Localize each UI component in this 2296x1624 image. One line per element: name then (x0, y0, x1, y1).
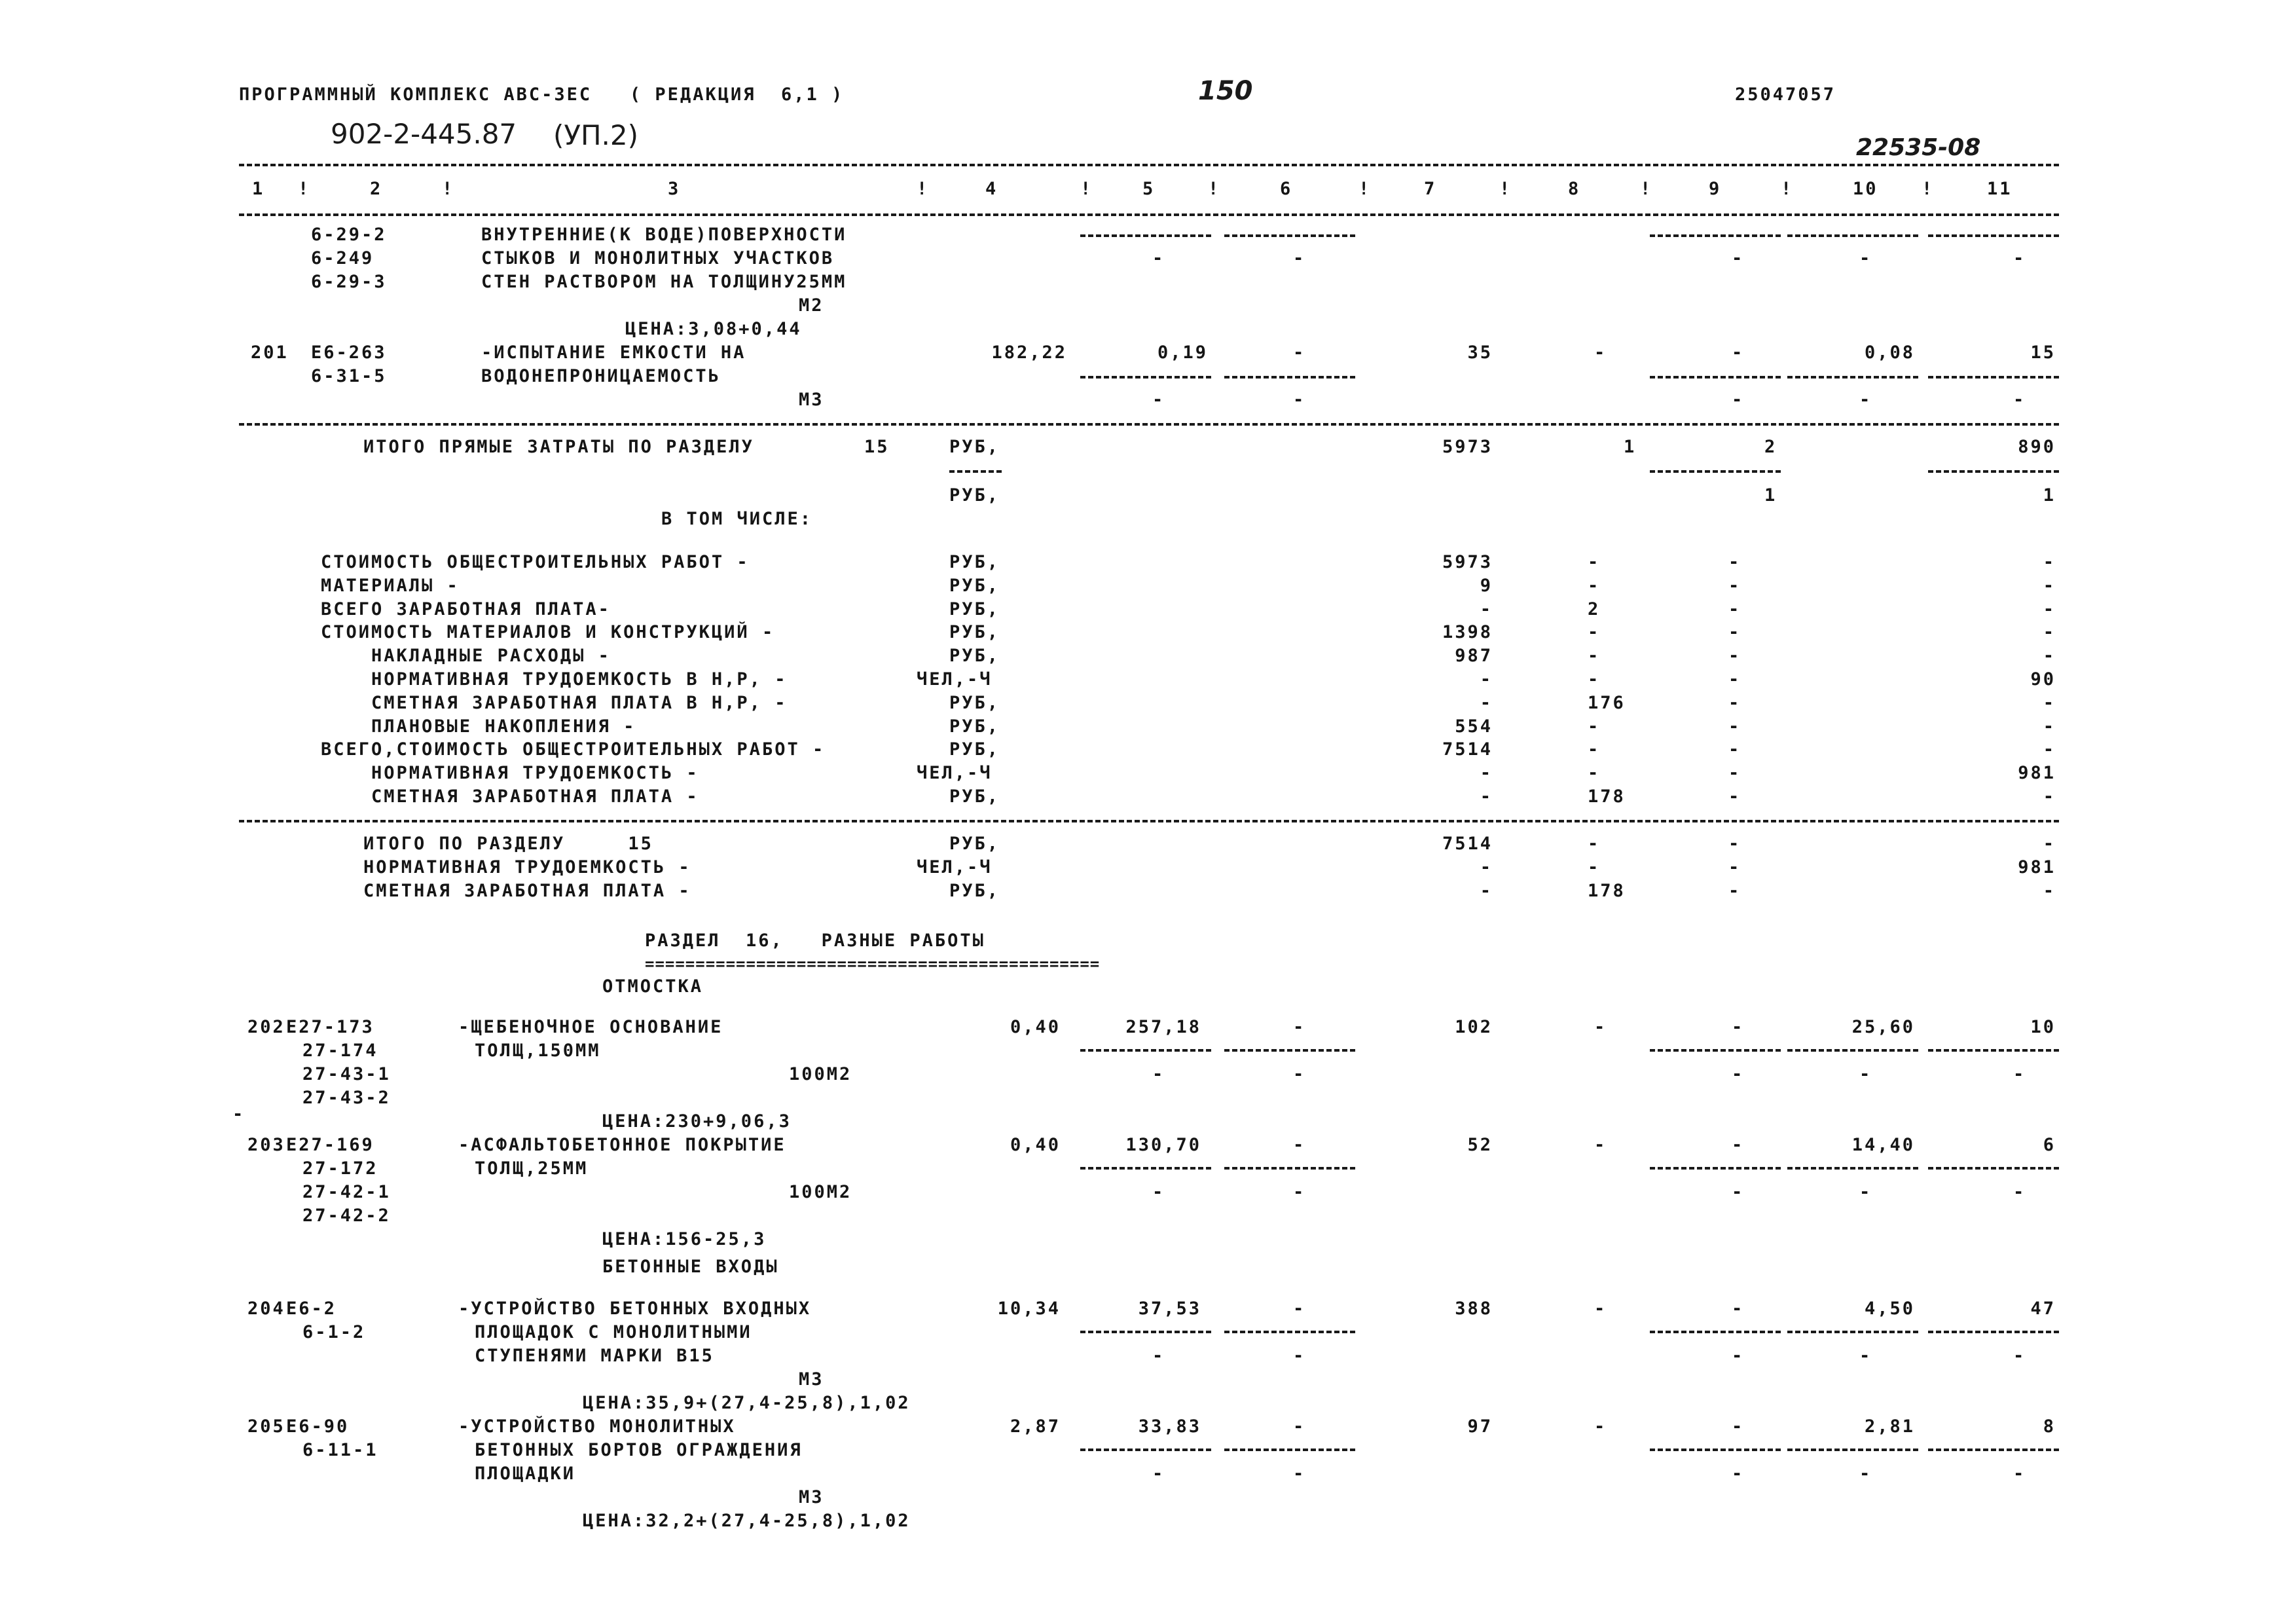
cell-c9: - (1732, 1416, 1745, 1437)
breakdown-label: ПЛАНОВЫЕ НАКОПЛЕНИЯ - (321, 716, 636, 737)
cell-c5: 130,70 (1125, 1135, 1201, 1155)
cell-c7: 97 (1467, 1416, 1493, 1437)
row-unit: М3 (799, 1369, 824, 1390)
cell-c9: - (1728, 692, 1741, 713)
cell-c10: 25,60 (1851, 1017, 1915, 1037)
cell-c8: - (1594, 1416, 1607, 1437)
sub-rule (1928, 470, 2059, 473)
row-unit: 100М2 (789, 1064, 852, 1084)
cell-c7: - (1480, 669, 1493, 690)
sub-rule (1224, 1167, 1355, 1170)
breakdown-unit: РУБ, (949, 646, 1000, 667)
cell-c11: - (2043, 739, 2056, 760)
cell-c9: - (1728, 622, 1741, 643)
dash-mark: - (1859, 1464, 1872, 1484)
cell-c11: - (2043, 881, 2056, 901)
cell-c4: 0,40 (1010, 1135, 1061, 1155)
row-desc: -УСТРОЙСТВО МОНОЛИТНЫХ (458, 1416, 736, 1437)
dash-mark: - (2013, 248, 2024, 268)
cell-c9: - (1728, 834, 1741, 854)
cell-c9: - (1728, 552, 1741, 572)
cell-c6: - (1293, 342, 1306, 363)
row-desc: СТЫКОВ И МОНОЛИТНЫХ УЧАСТКОВ (481, 248, 835, 268)
breakdown-label: СМЕТНАЯ ЗАРАБОТНАЯ ПЛАТА В Н,Р, - (321, 692, 788, 713)
row-price: ЦЕНА:230+9,06,3 (602, 1111, 792, 1132)
col-header-3: 3 (668, 179, 681, 199)
breakdown-unit: РУБ, (949, 786, 1000, 807)
album-number: (УП.2) (553, 119, 639, 151)
sub-rule (1787, 376, 1918, 378)
dash-mark: - (2013, 1464, 2026, 1484)
dash-mark: - (1152, 390, 1163, 410)
breakdown-label: НОРМАТИВНАЯ ТРУДОЕМКОСТЬ В Н,Р, - (321, 669, 788, 690)
dash-mark: - (1293, 1346, 1306, 1366)
cell-c7: 102 (1455, 1017, 1493, 1037)
row-desc: ВНУТРЕННИЕ(К ВОДЕ)ПОВЕРХНОСТИ (481, 225, 847, 245)
col-header-6: 6 (1280, 179, 1293, 199)
cell-c8: 176 (1588, 692, 1626, 713)
cell-c7: 7514 (1442, 834, 1493, 854)
dash-mark: - (1152, 248, 1163, 268)
cell-c5: 37,53 (1138, 1299, 1201, 1319)
cell-c7: 35 (1467, 342, 1493, 363)
cell-c9: - (1728, 716, 1741, 737)
col-sep: ! (1208, 179, 1221, 199)
cell-c4: 0,40 (1010, 1017, 1061, 1037)
cell-c8: - (1588, 763, 1601, 784)
col-sep: ! (1499, 179, 1512, 199)
dash-mark: - (1293, 390, 1304, 410)
row-desc: -АСФАЛЬТОБЕТОННОЕ ПОКРЫТИЕ (458, 1135, 786, 1155)
cell-c11: 15 (2030, 342, 2056, 363)
cell-c11: 6 (2043, 1135, 2056, 1155)
sub-rule (1787, 234, 1918, 237)
row-code: 27-43-2 (302, 1088, 391, 1108)
sub-rule (1650, 1167, 1781, 1170)
summary-unit: ЧЕЛ,-Ч (917, 857, 993, 877)
cell-c7: - (1480, 763, 1493, 784)
section-rule (239, 423, 2059, 426)
row-desc: -УСТРОЙСТВО БЕТОННЫХ ВХОДНЫХ (458, 1299, 812, 1319)
cell-c8: - (1588, 646, 1601, 667)
sub-rule (1928, 1331, 2059, 1333)
dash-mark: - (1732, 1346, 1745, 1366)
cell-c10: 4,50 (1864, 1299, 1915, 1319)
dash-mark: - (1859, 1182, 1872, 1202)
cell-c5: 0,19 (1157, 342, 1208, 363)
cell-c8: - (1588, 739, 1601, 760)
cell-c11: - (2043, 692, 2056, 713)
cell-c7: 9 (1480, 575, 1493, 596)
cell-c4: 2,87 (1010, 1416, 1061, 1437)
cell-c8: - (1588, 622, 1601, 643)
dash-mark: - (1152, 1182, 1165, 1202)
row-desc: СТУПЕНЯМИ МАРКИ В15 (475, 1346, 714, 1366)
row-unit: 100М2 (789, 1182, 852, 1202)
cell-c9: - (1732, 1299, 1745, 1319)
cell-c9: 2 (1764, 437, 1777, 457)
breakdown-unit: РУБ, (949, 716, 1000, 737)
handwritten-code: 22535-08 (1856, 134, 1981, 161)
sub-rule (1224, 1049, 1355, 1052)
cell-c7: 987 (1455, 646, 1493, 667)
col-header-5: 5 (1142, 179, 1156, 199)
dash-mark: - (1293, 1182, 1306, 1202)
cell-c8: - (1588, 834, 1601, 854)
row-code: 6-29-2 (311, 225, 387, 245)
cell-c9: - (1728, 857, 1741, 877)
sub-rule (1928, 1049, 2059, 1052)
row-number: 201 (251, 342, 289, 363)
sub-rule (1224, 234, 1355, 237)
cell-c7: 5973 (1442, 437, 1493, 457)
cell-c7: 52 (1467, 1135, 1493, 1155)
cell-c9: - (1728, 599, 1741, 619)
cell-c9: - (1732, 342, 1745, 363)
breakdown-unit: РУБ, (949, 599, 1000, 619)
dash-mark: - (1859, 1346, 1872, 1366)
cell-c9: - (1728, 786, 1741, 807)
cell-c11: 890 (2018, 437, 2056, 457)
summary-unit: РУБ, (949, 834, 1000, 854)
sub-rule (1787, 1449, 1918, 1451)
cell-c4: 10,34 (997, 1299, 1061, 1319)
sub-rule (1787, 1049, 1918, 1052)
breakdown-label: СМЕТНАЯ ЗАРАБОТНАЯ ПЛАТА - (321, 786, 699, 807)
cell-c7: 1398 (1442, 622, 1493, 643)
dash-mark: - (1152, 1064, 1165, 1084)
section-total-number: 15 (864, 437, 890, 457)
sub-rule (1080, 1049, 1211, 1052)
row-code: 27-42-1 (302, 1182, 391, 1202)
sub-rule (1650, 1049, 1781, 1052)
cell-c8: - (1594, 342, 1607, 363)
sub-rule (1224, 1449, 1355, 1451)
row-desc: ТОЛЩ,150ММ (475, 1041, 601, 1061)
row-desc: ВОДОНЕПРОНИЦАЕМОСТЬ (481, 366, 721, 386)
cell-c8: 2 (1588, 599, 1601, 619)
sub-rule (1650, 234, 1781, 237)
cell-c11: - (2043, 575, 2056, 596)
cell-c9: - (1728, 763, 1741, 784)
dash-mark: - (1732, 1182, 1745, 1202)
sub-rule (1928, 1167, 2059, 1170)
sub-rule (1928, 1449, 2059, 1451)
sub-rule (1224, 1331, 1355, 1333)
dash-mark: - (1293, 1464, 1306, 1484)
cell-c8: - (1594, 1017, 1607, 1037)
row-price: ЦЕНА:32,2+(27,4-25,8),1,02 (583, 1511, 911, 1531)
cell-c6: - (1293, 1135, 1306, 1155)
summary-label: СМЕТНАЯ ЗАРАБОТНАЯ ПЛАТА - (363, 881, 691, 901)
breakdown-label: МАТЕРИАЛЫ - (321, 575, 460, 596)
cell-c7: - (1480, 599, 1493, 619)
breakdown-unit: РУБ, (949, 575, 1000, 596)
section-total-label: ИТОГО ПРЯМЫЕ ЗАТРАТЫ ПО РАЗДЕЛУ (363, 437, 754, 457)
sub-rule (1080, 234, 1211, 237)
cell-c7: 554 (1455, 716, 1493, 737)
row-unit: М2 (799, 295, 824, 316)
cell-c10: 2,81 (1864, 1416, 1915, 1437)
col-header-11: 11 (1987, 179, 2013, 199)
stray-mark: - (232, 1104, 246, 1124)
dash-mark: - (2013, 1182, 2026, 1202)
row-desc: ПЛОЩАДКИ (475, 1464, 576, 1484)
row-code: Е27-173 (286, 1017, 374, 1037)
cell-c8: - (1594, 1135, 1607, 1155)
col-sep: ! (1640, 179, 1653, 199)
col-sep: ! (298, 179, 311, 199)
cell-c8: 1 (1624, 437, 1637, 457)
dash-mark: - (1732, 1064, 1745, 1084)
sub-rule (1080, 1449, 1211, 1451)
dash-mark: - (1152, 1346, 1165, 1366)
row-desc: БЕТОННЫХ БОРТОВ ОГРАЖДЕНИЯ (475, 1440, 803, 1460)
cell-c7: - (1480, 881, 1493, 901)
cell-c9: - (1728, 646, 1741, 667)
breakdown-unit: ЧЕЛ,-Ч (917, 763, 993, 784)
cell-c11: - (2043, 646, 2056, 667)
cell-c7: - (1480, 786, 1493, 807)
col-header-8: 8 (1568, 179, 1581, 199)
cell-c5: 33,83 (1138, 1416, 1201, 1437)
cell-c7: - (1480, 692, 1493, 713)
row-code: 27-42-2 (302, 1206, 391, 1226)
cell-c5: 257,18 (1125, 1017, 1201, 1037)
sub-rule (1787, 1331, 1918, 1333)
sub-rule (1080, 1331, 1211, 1333)
row-code: 6-1-2 (302, 1322, 366, 1342)
row-code: 6-249 (311, 248, 374, 268)
col-header-4: 4 (985, 179, 998, 199)
cell-c8: - (1588, 552, 1601, 572)
dash-mark: - (1732, 390, 1743, 410)
section-underline: ============================================= (645, 955, 1101, 973)
col-sep: ! (1358, 179, 1372, 199)
cell-c9: - (1728, 881, 1741, 901)
row-desc: -ИСПЫТАНИЕ ЕМКОСТИ НА (481, 342, 746, 363)
cell-c6: - (1293, 1416, 1306, 1437)
sub-rule (1650, 1331, 1781, 1333)
dash-mark: - (1732, 248, 1743, 268)
col-sep: ! (442, 179, 455, 199)
row-unit: М3 (799, 390, 824, 410)
row-number: 204 (247, 1299, 285, 1319)
including-label: В ТОМ ЧИСЛЕ: (661, 509, 813, 529)
col-header-2: 2 (370, 179, 383, 199)
col-sep: ! (1080, 179, 1093, 199)
breakdown-label: НОРМАТИВНАЯ ТРУДОЕМКОСТЬ - (321, 763, 699, 784)
summary-unit: РУБ, (949, 881, 1000, 901)
row-desc: -ЩЕБЕНОЧНОЕ ОСНОВАНИЕ (458, 1017, 723, 1037)
breakdown-label: СТОИМОСТЬ МАТЕРИАЛОВ И КОНСТРУКЦИЙ - (321, 622, 775, 643)
col-header-10: 10 (1853, 179, 1878, 199)
cell-c11: - (2043, 599, 2056, 619)
cell-c11: 10 (2030, 1017, 2056, 1037)
cell-c11: 981 (2018, 763, 2056, 784)
breakdown-label: НАКЛАДНЫЕ РАСХОДЫ - (321, 646, 611, 667)
row-number: 205 (247, 1416, 285, 1437)
row-code: 6-11-1 (302, 1440, 378, 1460)
summary-label: ИТОГО ПО РАЗДЕЛУ 15 (363, 834, 653, 854)
row-code: Е27-169 (286, 1135, 374, 1155)
cell-c11: - (2043, 786, 2056, 807)
dash-mark: - (1859, 390, 1870, 410)
row-code: Е6-90 (286, 1416, 350, 1437)
sub-rule (949, 470, 1002, 473)
cell-c8: 178 (1588, 786, 1626, 807)
cell-c9: - (1728, 669, 1741, 690)
summary-label: НОРМАТИВНАЯ ТРУДОЕМКОСТЬ - (363, 857, 691, 877)
row-number: 202 (247, 1017, 285, 1037)
row-code: 27-172 (302, 1158, 378, 1179)
breakdown-label: СТОИМОСТЬ ОБЩЕСТРОИТЕЛЬНЫХ РАБОТ - (321, 552, 750, 572)
header-rule-bottom (239, 213, 2059, 216)
cell-c11: 981 (2018, 857, 2056, 877)
sub-rule (1650, 376, 1781, 378)
dash-mark: - (1859, 248, 1870, 268)
cell-c7: - (1480, 857, 1493, 877)
breakdown-unit: ЧЕЛ,-Ч (917, 669, 993, 690)
dash-mark: - (2013, 390, 2024, 410)
document-code: 25047057 (1735, 84, 1836, 105)
cell-c8: - (1588, 575, 1601, 596)
page-number: 150 (1198, 76, 1253, 106)
row-code: Е6-263 (311, 342, 387, 363)
row-code: 6-31-5 (311, 366, 387, 386)
cell-c11: 8 (2043, 1416, 2056, 1437)
dash-mark: - (1293, 1064, 1306, 1084)
cell-c8: - (1594, 1299, 1607, 1319)
col-header-1: 1 (252, 179, 265, 199)
cell-c9: - (1728, 575, 1741, 596)
cell-c7: 7514 (1442, 739, 1493, 760)
row-price: ЦЕНА:156-25,3 (602, 1229, 767, 1249)
breakdown-unit: РУБ, (949, 692, 1000, 713)
program-title: ПРОГРАММНЫЙ КОМПЛЕКС АВС-ЗЕС ( РЕДАКЦИЯ 6,1 ) (239, 84, 845, 105)
row-code: 27-43-1 (302, 1064, 391, 1084)
sub-rule (1928, 234, 2059, 237)
col-sep: ! (917, 179, 930, 199)
sub-rule (1650, 470, 1781, 473)
subsection-title: ОТМОСТКА (602, 976, 704, 997)
breakdown-label: ВСЕГО ЗАРАБОТНАЯ ПЛАТА- (321, 599, 611, 619)
col-sep: ! (1922, 179, 1935, 199)
cell-c11: - (2043, 716, 2056, 737)
section-rule (239, 820, 2059, 822)
dash-mark: - (1732, 1464, 1745, 1484)
cell-c4: 182,22 (991, 342, 1067, 363)
row-unit: М3 (799, 1487, 824, 1507)
row-number: 203 (247, 1135, 285, 1155)
sub-rule (1928, 376, 2059, 378)
sub-rule (1080, 376, 1211, 378)
cell-c11: - (2043, 622, 2056, 643)
breakdown-unit: РУБ, (949, 739, 1000, 760)
dash-mark: - (2013, 1064, 2026, 1084)
row-code: Е6-2 (286, 1299, 337, 1319)
col-header-9: 9 (1709, 179, 1722, 199)
cell-c6: - (1293, 1017, 1306, 1037)
row-price: ЦЕНА:3,08+0,44 (625, 319, 802, 339)
row-code: 27-174 (302, 1041, 378, 1061)
cell-c9: - (1732, 1135, 1745, 1155)
dash-mark: - (1293, 248, 1304, 268)
cell-c8: - (1588, 857, 1601, 877)
cell-c9: 1 (1764, 485, 1777, 506)
section-title: РАЗДЕЛ 16, РАЗНЫЕ РАБОТЫ (645, 931, 985, 951)
header-rule-top (239, 164, 2059, 166)
row-desc: ПЛОЩАДОК С МОНОЛИТНЫМИ (475, 1322, 752, 1342)
cell-c10: 14,40 (1851, 1135, 1915, 1155)
breakdown-label: ВСЕГО,СТОИМОСТЬ ОБЩЕСТРОИТЕЛЬНЫХ РАБОТ - (321, 739, 826, 760)
col-sep: ! (1781, 179, 1794, 199)
sub-rule (1224, 376, 1355, 378)
cell-c6: - (1293, 1299, 1306, 1319)
cell-c11: 90 (2030, 669, 2056, 690)
sub-rule (1787, 1167, 1918, 1170)
row-desc: СТЕН РАСТВОРОМ НА ТОЛЩИНУ25ММ (481, 272, 847, 292)
cell-c11: - (2043, 834, 2056, 854)
row-desc: ТОЛЩ,25ММ (475, 1158, 589, 1179)
project-number: 902-2-445.87 (331, 118, 517, 150)
sub-rule (1650, 1449, 1781, 1451)
cell-c11: - (2043, 552, 2056, 572)
cell-c9: - (1728, 739, 1741, 760)
cell-c7: 388 (1455, 1299, 1493, 1319)
dash-mark: - (2013, 1346, 2026, 1366)
sub-rule (1080, 1167, 1211, 1170)
breakdown-unit: РУБ, (949, 552, 1000, 572)
cell-c11: 47 (2030, 1299, 2056, 1319)
cell-c10: 0,08 (1864, 342, 1915, 363)
col-header-7: 7 (1424, 179, 1437, 199)
section-total-unit: РУБ, (949, 437, 1000, 457)
row-price: ЦЕНА:35,9+(27,4-25,8),1,02 (583, 1393, 911, 1413)
cell-c9: - (1732, 1017, 1745, 1037)
subsection-title: БЕТОННЫЕ ВХОДЫ (602, 1257, 779, 1277)
row-code: 6-29-3 (311, 272, 387, 292)
cell-c8: 178 (1588, 881, 1626, 901)
cell-c8: - (1588, 669, 1601, 690)
cell-c7: 5973 (1442, 552, 1493, 572)
dash-mark: - (1859, 1064, 1872, 1084)
breakdown-unit: РУБ, (949, 622, 1000, 643)
cell-c8: - (1588, 716, 1601, 737)
section-total-unit: РУБ, (949, 485, 1000, 506)
dash-mark: - (1152, 1464, 1165, 1484)
cell-c11: 1 (2043, 485, 2056, 506)
